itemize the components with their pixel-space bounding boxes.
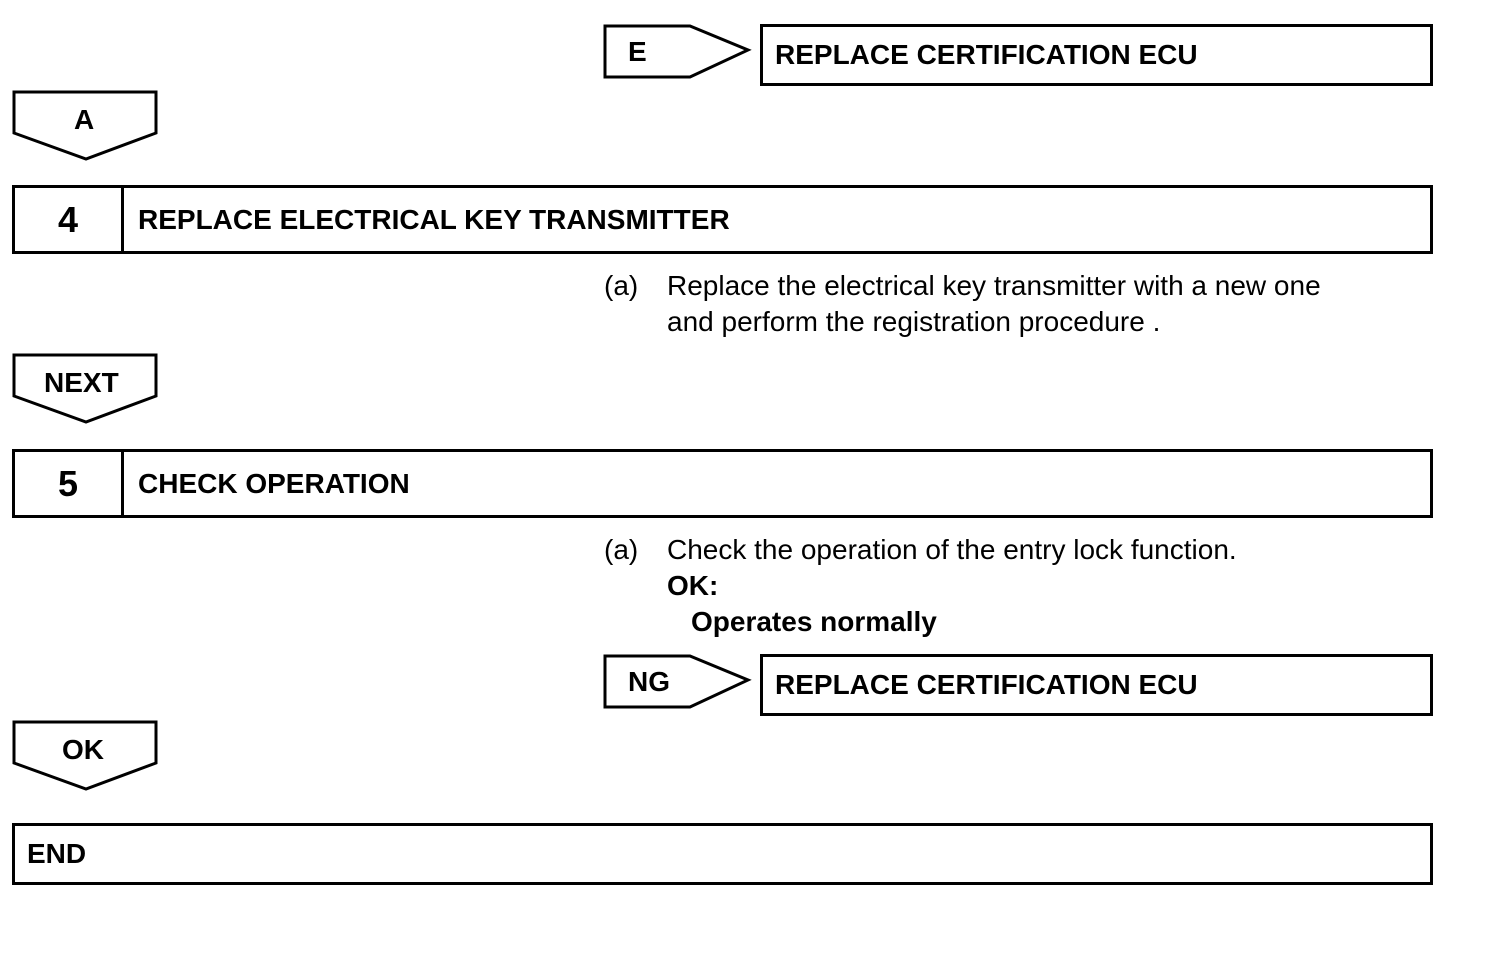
step-4-header <box>12 185 1433 254</box>
step-4-item-line-1: Replace the electrical key transmitter with a new one <box>667 270 1321 301</box>
branch-e-target-box <box>760 24 1433 86</box>
branch-ng-label: NG <box>628 666 670 697</box>
branch-e-arrow <box>600 22 755 84</box>
branch-ng-arrow <box>600 652 755 714</box>
step-4-item-a <box>604 268 1424 342</box>
step-5-header <box>12 449 1433 518</box>
end-label: END <box>27 838 87 869</box>
step-5-ok-value: Operates normally <box>691 606 937 637</box>
step-5-item-line-1: Check the operation of the entry lock function. <box>667 534 1237 565</box>
step-4-number: 4 <box>15 188 124 251</box>
branch-ng-target-box <box>760 654 1433 716</box>
flow-ok-label: OK <box>62 734 104 765</box>
flow-a-label: A <box>74 104 95 135</box>
branch-e-target: REPLACE CERTIFICATION ECU <box>775 39 1198 70</box>
step-4-item-line-2: and perform the registration procedure . <box>667 306 1161 337</box>
flow-next-label: NEXT <box>44 367 119 398</box>
step-4-title: REPLACE ELECTRICAL KEY TRANSMITTER <box>138 203 730 235</box>
step-5-item-a <box>604 532 1424 642</box>
step-5-item-tag: (a) <box>604 534 639 565</box>
step-5-number: 5 <box>15 452 124 515</box>
end-box <box>12 823 1433 885</box>
step-4-item-tag: (a) <box>604 270 639 301</box>
branch-ng-target: REPLACE CERTIFICATION ECU <box>775 669 1198 700</box>
branch-e-label: E <box>628 36 647 67</box>
step-5-ok-label: OK: <box>667 570 719 601</box>
step-5-title: CHECK OPERATION <box>138 467 410 499</box>
